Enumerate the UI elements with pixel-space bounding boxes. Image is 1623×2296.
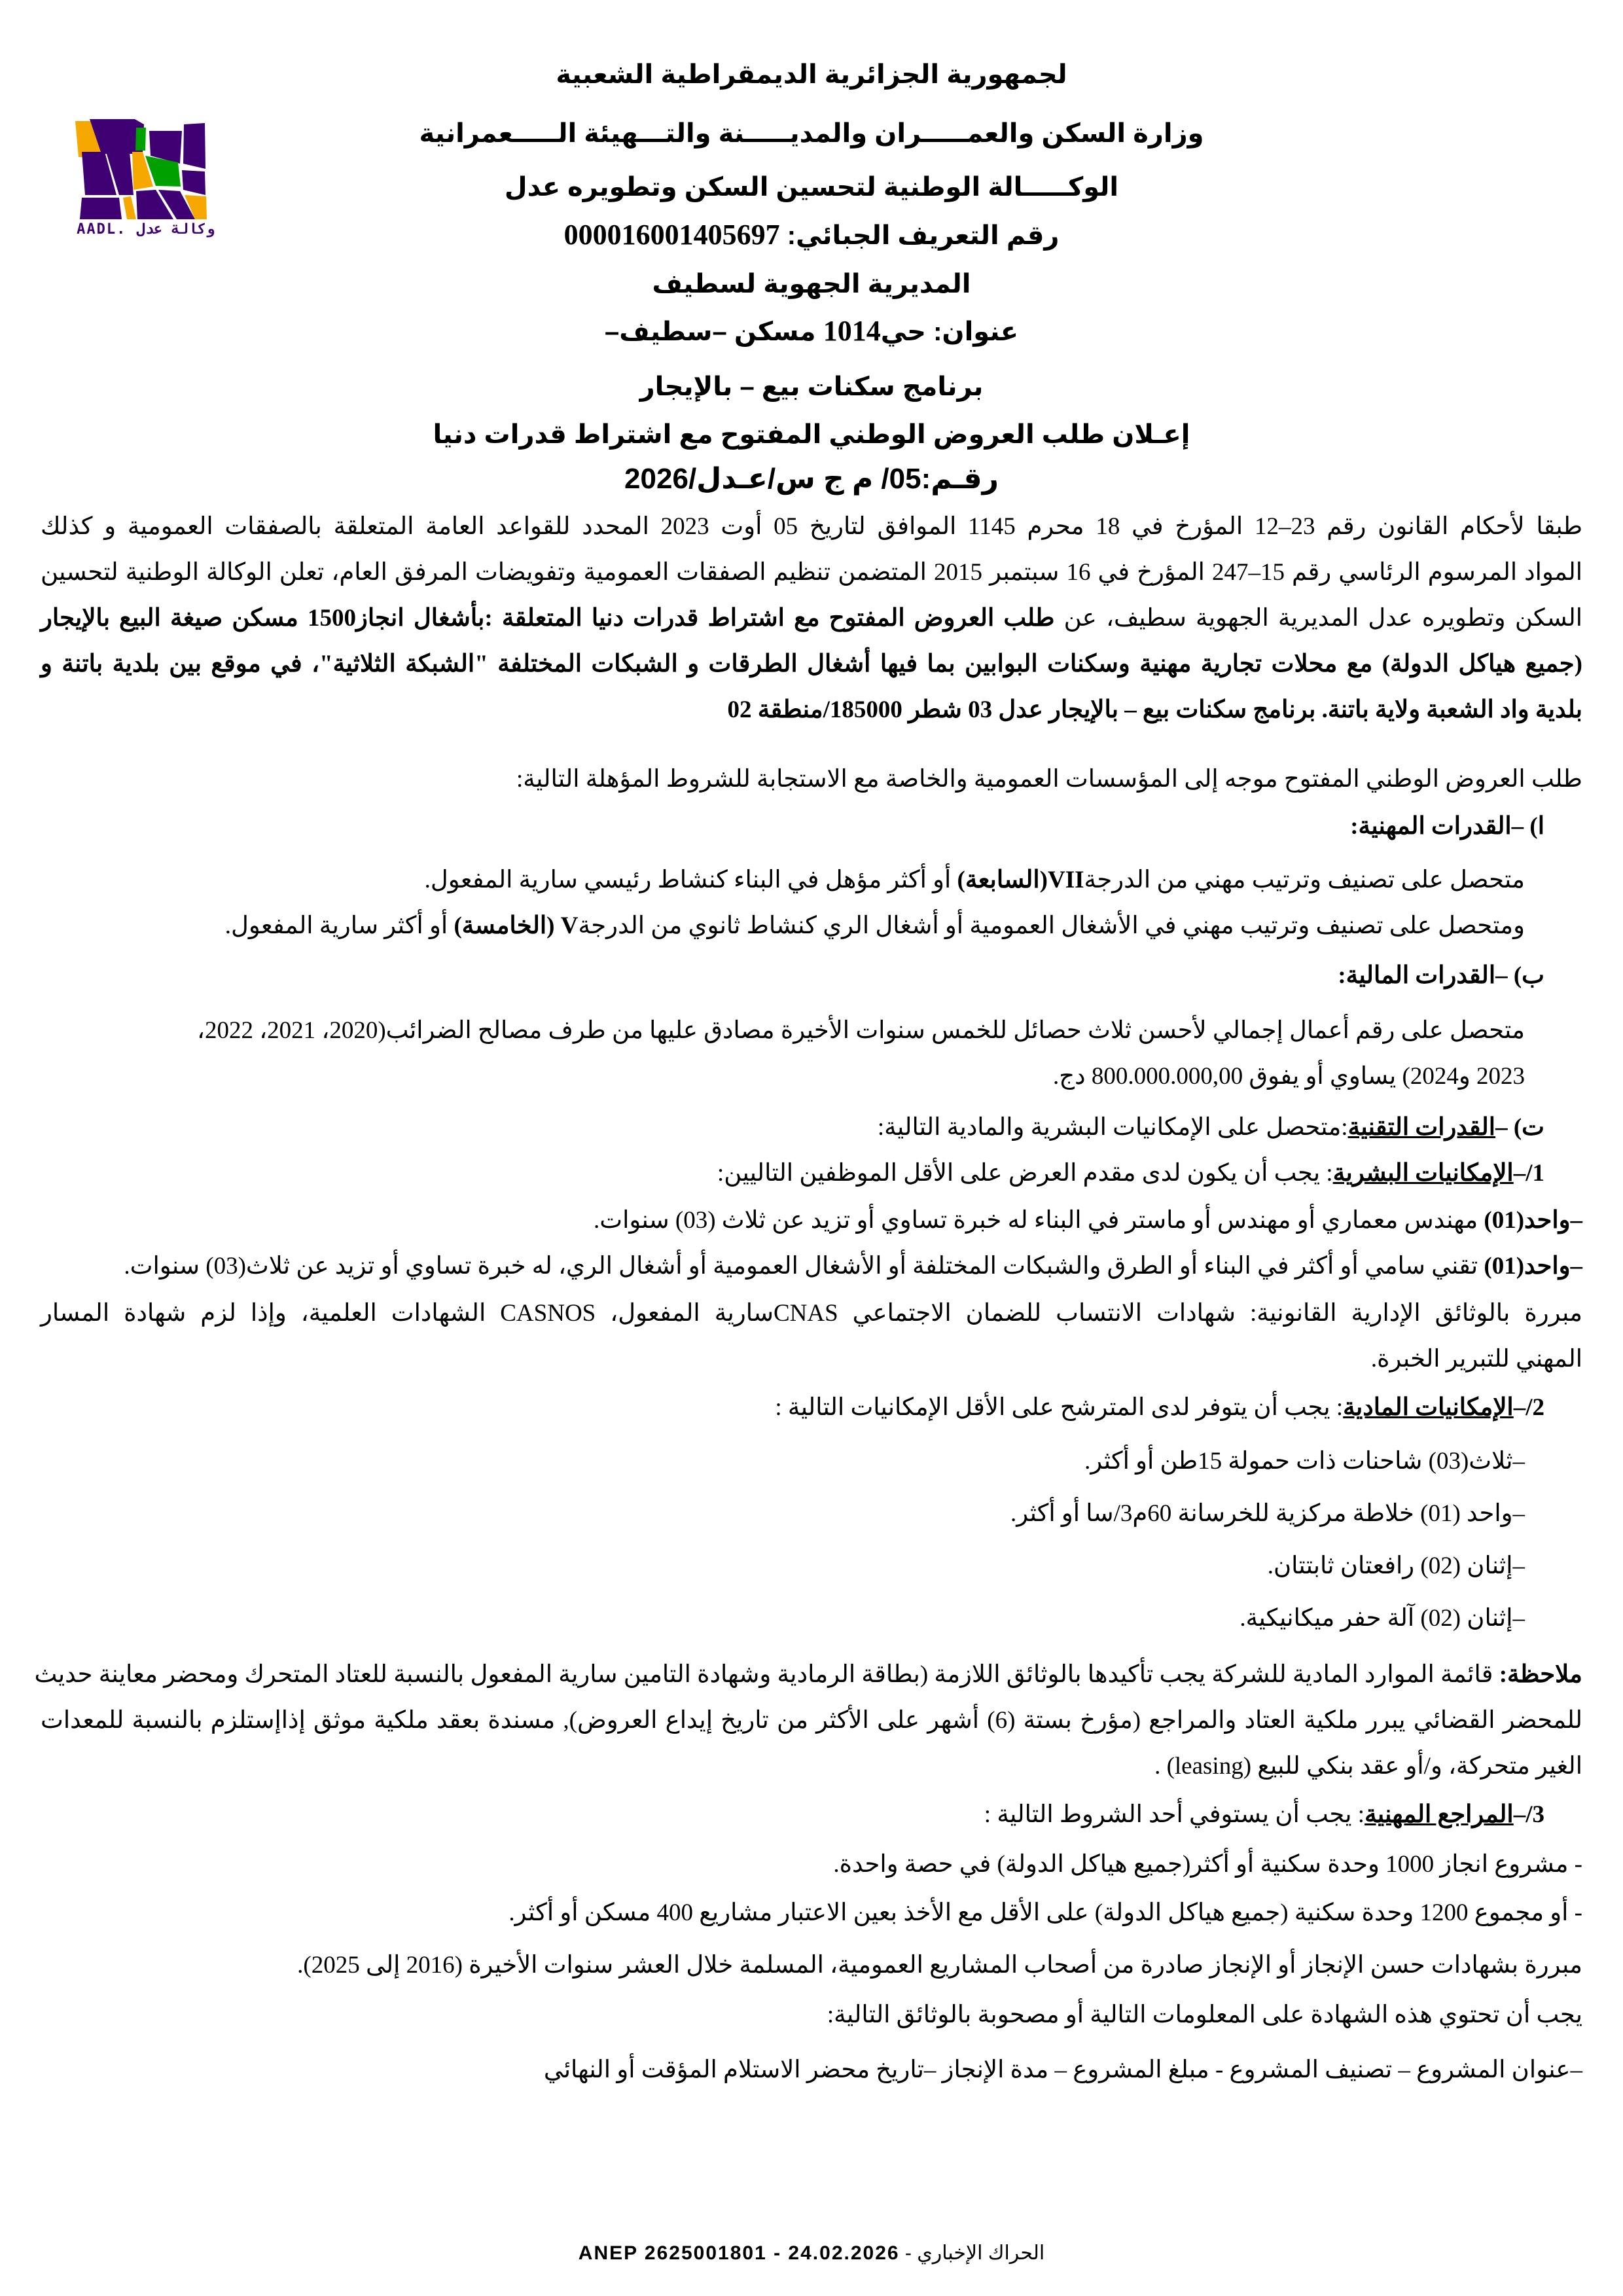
intro-line-2: المواد المرسوم الرئاسي رقم 15–247 المؤرخ في 16 سبتمبر 2015 المتضمن تنظيم الصفقات العمومية وتفويضات المرفق العام، تعلن الوكالة الوطنية لتحسين: [41, 559, 1583, 586]
header-program: برنامج سكنات بيع – بالإيجار: [639, 372, 984, 401]
human-item: [41, 1206, 1582, 1236]
tax-id-value: 000016001405697: [563, 219, 780, 251]
material-item: –ثلاث(03) شاحنات ذات حمولة 15طن أو أكثر.: [1084, 1448, 1525, 1475]
grade-vii: VII: [1048, 867, 1084, 893]
technical-prefix: ت) –: [1495, 1114, 1544, 1141]
grade-v-label: (الخامسة): [454, 912, 561, 939]
header-republic: لجمهورية الجزائرية الديمقراطية الشعبية: [556, 60, 1067, 89]
ref-number: 05: [889, 463, 921, 495]
professional-item-2-rest: أو أكثر سارية المفعول.: [224, 912, 454, 939]
logo-caption: AADL. وكالة عدل: [77, 221, 215, 238]
human-item: [41, 1251, 1582, 1282]
footer-source: - الحراك الإخباري: [904, 2242, 1045, 2264]
human-rest: : يجب أن يكون لدى مقدم العرض على الأقل الموظفين التاليين:: [717, 1160, 1333, 1187]
material-item: –إثنان (02) رافعتان ثابتتان.: [1267, 1552, 1525, 1579]
human-item-count: –واحد(01): [1484, 1207, 1582, 1234]
footer-anep: ANEP 2625001801 - 24.02.2026: [578, 2242, 900, 2264]
financial-line-2: 2023 و2024) يساوي أو يفوق 800.000.000,00 دج.: [1053, 1063, 1525, 1090]
human-item-text: مهندس معماري أو مهندس أو ماستر في البناء له خبرة تساوي أو تزيد عن ثلاث (03) سنوات.: [594, 1207, 1484, 1234]
material-item: –إثنان (02) آلة حفر ميكانيكية.: [1240, 1605, 1525, 1632]
human-item-count: –واحد(01): [1484, 1253, 1582, 1280]
professional-item-1-rest: أو أكثر مؤهل في البناء كنشاط رئيسي سارية المفعول.: [424, 867, 957, 893]
technical-heading: [41, 1113, 1544, 1143]
intro-line-1: طبقا لأحكام القانون رقم 23–12 المؤرخ في 18 محرم 1145 الموافق لتاريخ 05 أوت 2023 المحدد للقواعد العامة المتعلقة بالصفقات العمومية و كذلك: [41, 513, 1583, 540]
aadl-logo-mark: [72, 98, 213, 229]
technical-title: القدرات التقنية: [1347, 1114, 1496, 1141]
material-rest: : يجب أن يتوفر لدى المترشح على الأقل الإمكانيات التالية :: [775, 1394, 1344, 1421]
address-number: 1014: [823, 315, 881, 347]
ref-year: 2026: [624, 463, 688, 495]
intro-line-5: بلدية واد الشعبة ولاية باتنة. برنامج سكنات بيع – بالإيجار عدل 03 شطر 185000/منطقة 02: [727, 696, 1582, 723]
financial-heading: ب) –القدرات المالية:: [1338, 962, 1544, 989]
financial-line-1: متحصل على رقم أعمال إجمالي لأحسن ثلاث حصائل للخمس سنوات الأخيرة مصادق عليها من طرف مصالح الضرائب(2020، 2021، 2022،: [197, 1017, 1525, 1044]
intro-line-3: [41, 603, 1582, 634]
note-text: قائمة الموارد المادية للشركة يجب تأكيدها بالوثائق اللازمة (بطاقة الرمادية وشهادة التامين سارية المفعول بالنسبة للعتاد المتحرك ومحضر معاينة حديث: [34, 1661, 1499, 1688]
references-title: المراجع المهنية: [1364, 1801, 1514, 1828]
material-prefix: 2/–: [1513, 1394, 1544, 1421]
human-item-text: تقني سامي أو أكثر في البناء أو الطرق والشبكات المختلفة أو الأشغال العمومية أو أشغال الري، له خبرة تساوي أو تزيد عن ثلاث(03) سنوات.: [124, 1253, 1484, 1280]
references-fields: –عنوان المشروع – تصنيف المشروع - مبلغ المشروع – مدة الإنجاز –تاريخ محضر الاستلام المؤقت أو النهائي: [543, 2056, 1582, 2083]
references-prefix: 3/–: [1513, 1801, 1544, 1828]
header-reference: [393, 462, 1230, 496]
technical-rest: :متحصل على الإمكانيات البشرية والمادية التالية:: [877, 1114, 1348, 1141]
professional-item-2: [41, 911, 1525, 941]
note-line-2: للمحضر القضائي يبرر ملكية العتاد والمراجع (مؤرخ بستة (6) أشهر على الأكثر من تاريخ إيداع العروض), مسندة بعقد ملكية موثق إذاإستلزم بالنسبة للمعدات: [41, 1707, 1582, 1734]
material-resources-heading: [41, 1393, 1544, 1423]
human-prefix: 1/–: [1513, 1160, 1544, 1187]
logo-tile: [183, 123, 205, 169]
logo-tile: [182, 170, 205, 195]
material-item: –واحد (01) خلاطة مركزية للخرسانة 60م3/سا أو أكثر.: [1010, 1500, 1525, 1527]
address-label: عنوان: حي: [880, 317, 1019, 346]
addressed-to: طلب العروض الوطني المفتوح موجه إلى المؤسسات العمومية والخاصة مع الاستجابة للشروط المؤهلة التالية:: [516, 766, 1582, 793]
note-line-1: [34, 1660, 1582, 1690]
address-rest: مسكن –سطيف–: [604, 317, 816, 346]
ref-label: رقـم:: [921, 463, 999, 495]
intro-line-3-bold: طلب العروض المفتوح مع اشتراط قدرات دنيا المتعلقة :بأشغال انجاز1500 مسكن صيغة البيع بالإيجار: [41, 605, 1055, 632]
grade-vii-label: (السابعة): [957, 867, 1048, 893]
professional-heading: ا) –القدرات المهنية:: [1350, 813, 1544, 840]
grade-v: V: [560, 912, 579, 939]
header-directorate: المديرية الجهوية لسطيف: [652, 270, 971, 298]
human-title: الإمكانيات البشرية: [1332, 1160, 1514, 1187]
note-label: ملاحظة:: [1499, 1661, 1582, 1688]
header-address: [393, 314, 1230, 349]
material-title: الإمكانيات المادية: [1343, 1394, 1514, 1421]
references-rest: : يجب أن يستوفي أحد الشروط التالية :: [984, 1801, 1365, 1828]
header-agency: الوكـــــالة الوطنية لتحسين السكن وتطويره عدل: [504, 173, 1119, 202]
ref-rest: / م ج س/عـدل/: [688, 463, 889, 495]
intro-line-3-plain: السكن وتطويره عدل المديرية الجهوية سطيف، عن: [1054, 605, 1583, 632]
note-line-3: الغير متحركة، و/أو عقد بنكي للبيع (leasing) .: [1154, 1753, 1582, 1780]
logo-tile: [135, 128, 146, 151]
references-heading: [41, 1800, 1544, 1830]
legal-docs-line-2: المهني للتبرير الخبرة.: [1370, 1346, 1582, 1372]
header-ministry: وزارة السكن والعمـــــران والمديـــــنة والتـــهيئة الـــــعمرانية: [419, 119, 1204, 148]
intro-line-4: (جميع هياكل الدولة) مع محلات تجارية مهنية وسكنات البوابين بما فيها أشغال الطرقات و الشبكات المختلفة "الشبكة الثلاثية"، في موقع بين بلدية باتنة و: [41, 651, 1582, 677]
professional-item-1-text: متحصل على تصنيف وترتيب مهني من الدرجة: [1084, 867, 1525, 893]
professional-item-1: [41, 865, 1525, 895]
legal-docs-line-1: مبررة بالوثائق الإدارية القانونية: شهادات الانتساب للضمان الاجتماعي CNASسارية المفعول، CASNOS الشهادات العلمية، وإذا لزم شهادة المسار: [41, 1300, 1583, 1327]
aadl-logo: [72, 98, 213, 229]
human-resources-heading: [41, 1158, 1544, 1189]
logo-tile: [80, 198, 122, 219]
tax-id-label: رقم التعريف الجبائي:: [787, 221, 1060, 250]
header-tax-id: [393, 218, 1230, 253]
references-justified: مبررة بشهادات حسن الإنجاز أو الإنجاز صادرة من أصحاب المشاريع العمومية، المسلمة خلال العشر سنوات الأخيرة (2016 إلى 2025).: [297, 1952, 1582, 1979]
reference-item: - أو مجموع 1200 وحدة سكنية (جميع هياكل الدولة) على الأقل مع الأخذ بعين الاعتبار مشاريع 400 مسكن أو أكثر.: [508, 1899, 1582, 1926]
footer: [0, 2242, 1623, 2265]
header-announcement: إعـلان طلب العروض الوطني المفتوح مع اشتراط قدرات دنيا: [433, 420, 1190, 449]
reference-item: - مشروع انجاز 1000 وحدة سكنية أو أكثر(جميع هياكل الدولة) في حصة واحدة.: [833, 1851, 1582, 1878]
logo-tile: [123, 196, 136, 219]
references-must-contain: يجب أن تحتوي هذه الشهادة على المعلومات التالية أو مصحوبة بالوثائق التالية:: [827, 2001, 1582, 2028]
professional-item-2-text: ومتحصل على تصنيف وترتيب مهني في الأشغال العمومية أو أشغال الري كنشاط ثانوي من الدرجة: [578, 912, 1525, 939]
